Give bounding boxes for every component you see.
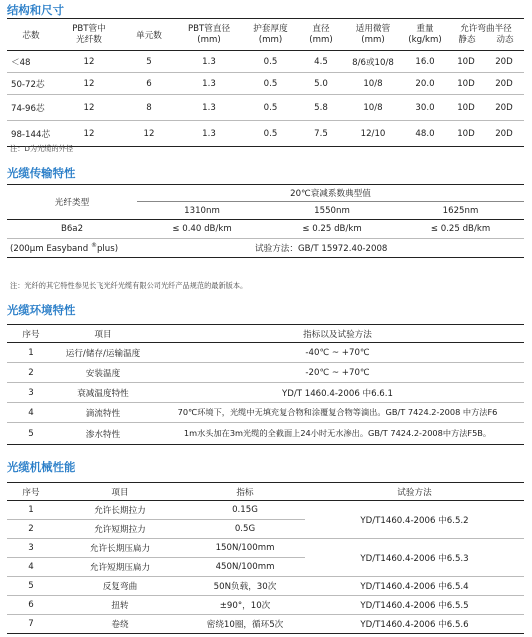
environment-table: 序号 项目 指标以及试验方法 1 运行/储存/运输温度 -40℃ ~ +70℃ 2 安装温度 -20℃ ~ +70℃ 3 衰减温度特性 YD/T 1460.4-2006 中6.6.1 4 滴流特性 70℃环境下，光缆中无填充复合物和涂覆复合物等滴出。GB/T 7424.2-2008 中方法F6 5 渗水特性 1m水头加在3m光缆的全截面上24小时无水渗出。GB/T 7424.2-2008中方法F5B。: [7, 324, 524, 445]
header-wave-1310: 1310nm: [137, 202, 267, 220]
transmission-note: 注：光纤的其它特性参见长飞光纤光缆有限公司光纤产品规范的最新版本。: [10, 281, 248, 290]
method-6-5-3: YD/T1460.4-2006 中6.5.3: [305, 539, 524, 577]
table-row: 74-96芯 12 8 1.3 0.5 5.8 10/8 30.0 10D 20D: [7, 95, 524, 121]
transmission-table: [7, 184, 524, 258]
table-row: 50-72芯 12 6 1.3 0.5 5.0 10/8 20.0 10D 20D: [7, 73, 524, 95]
table-row: ＜48 12 5 1.3 0.5 4.5 8/6或10/8 16.0 10D 20D: [7, 51, 524, 73]
table-row: 2 允许短期拉力 0.5G: [7, 520, 524, 539]
table-row: 5 反复弯曲 50N负载，30次 YD/T1460.4-2006 中6.5.4: [7, 577, 524, 596]
section-title-structure: 结构和尺寸: [7, 3, 64, 17]
table-row: 4 滴流特性 70℃环境下，光缆中无填充复合物和涂覆复合物等滴出。GB/T 7424.2-2008 中方法F6: [7, 403, 524, 423]
test-method: 试验方法：GB/T 15972.40-2008: [255, 244, 388, 254]
structure-note: 注：D为光缆的外径: [10, 144, 74, 153]
header-wave-1550: 1550nm: [267, 202, 397, 220]
header-units: 单元数: [123, 19, 175, 51]
easyband-label: (200μm Easyband ®plus): [10, 242, 119, 254]
table-row: 3 衰减温度特性 YD/T 1460.4-2006 中6.6.1: [7, 383, 524, 403]
table-row: 6 扭转 ±90°，10次 YD/T1460.4-2006 中6.5.5: [7, 596, 524, 615]
section-title-environment: 光缆环境特性: [7, 303, 76, 317]
table-row: 7 卷绕 密绕10圈，循环5次 YD/T1460.4-2006 中6.5.6: [7, 615, 524, 634]
header-tube-diameter: PBT管直径 (mm): [175, 19, 243, 51]
header-microduct: 适用微管 (mm): [344, 19, 402, 51]
header-fiber-type: 光纤类型: [7, 185, 137, 220]
header-cores: 芯数: [7, 19, 55, 51]
section-title-transmission: 光缆传输特性: [7, 166, 76, 180]
table-row: 1 允许长期拉力 0.15G YD/T1460.4-2006 中6.5.2: [7, 501, 524, 520]
table-row: 5 渗水特性 1m水头加在3m光缆的全截面上24小时无水渗出。GB/T 7424.2-2008中方法F5B。: [7, 423, 524, 445]
table-row: 1 运行/储存/运输温度 -40℃ ~ +70℃: [7, 343, 524, 363]
header-weight: 重量 (kg/km): [402, 19, 448, 51]
header-fibers-per-tube: PBT管中 光纤数: [55, 19, 123, 51]
header-diameter: 直径 (mm): [298, 19, 344, 51]
header-wave-1625: 1625nm: [397, 202, 524, 220]
table-row: [7, 239, 524, 258]
table-row: 98-144芯 12 12 1.3 0.5 7.5 12/10 48.0 10D 20D: [7, 121, 524, 147]
table-row: 4 允许短期压扁力 450N/100mm: [7, 558, 524, 577]
header-bend-radius: 允许弯曲半径 静态 动态: [448, 19, 524, 51]
table-row: B6a2 ≤ 0.40 dB/km ≤ 0.25 dB/km ≤ 0.25 dB/km: [7, 220, 524, 239]
table-row: 3 允许长期压扁力 150N/100mm YD/T1460.4-2006 中6.5.3: [7, 539, 524, 558]
header-attenuation-group: 20℃衰减系数典型值: [137, 185, 524, 202]
section-title-mechanical: 光缆机械性能: [7, 460, 76, 474]
header-sheath-thickness: 护套厚度 (mm): [243, 19, 298, 51]
table-row: 2 安装温度 -20℃ ~ +70℃: [7, 363, 524, 383]
structure-table: [7, 18, 524, 147]
method-6-5-2: YD/T1460.4-2006 中6.5.2: [305, 501, 524, 539]
mechanical-table: 序号 项目 指标 试验方法 1 允许长期拉力 0.15G YD/T1460.4-2006 中6.5.2 2 允许短期拉力 0.5G 3 允许长期压扁力 150N/100mm YD/T1460.4-2006 中6.5.3 4 允许短期压扁力 450N/100mm 5 反复弯曲 50N负载，30次 YD/T1460.4-2006 中6.5.4 6 扭转 ±90°，10次 YD/T1460.4-2006 中6.5.5 7 卷绕 密绕10圈，循环5次 YD/T1460.4-2006 中6.5.6: [7, 482, 524, 634]
